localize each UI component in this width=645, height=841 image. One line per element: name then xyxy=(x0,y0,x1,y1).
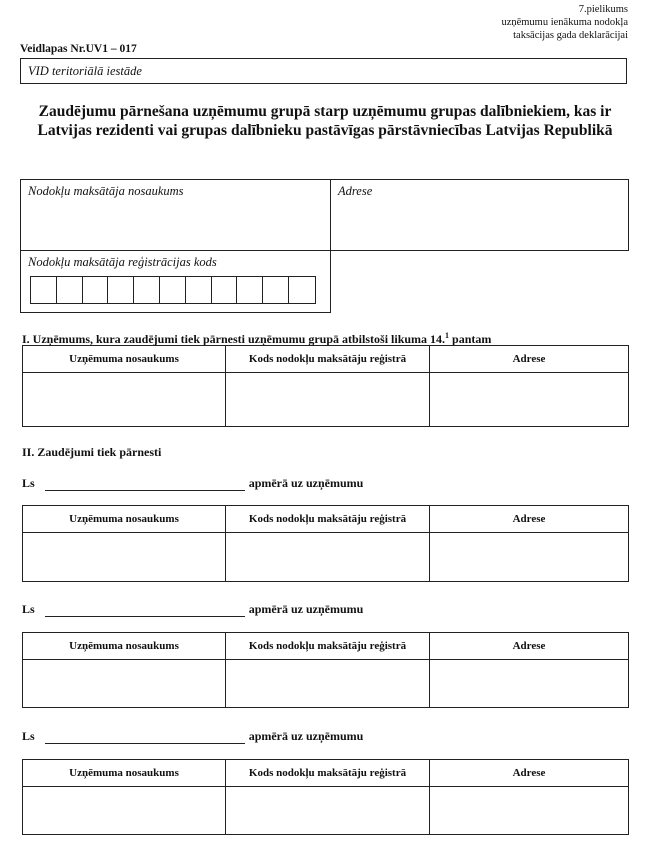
code-cell[interactable] xyxy=(263,277,289,303)
code-cell[interactable] xyxy=(134,277,160,303)
code-cell[interactable] xyxy=(186,277,212,303)
cell-company-name[interactable] xyxy=(23,373,226,427)
company-table-3 xyxy=(22,632,629,708)
cell-company-name[interactable] xyxy=(23,787,226,835)
company-table-2 xyxy=(22,505,629,582)
code-cell[interactable] xyxy=(108,277,134,303)
section-2-heading: II. Zaudējumi tiek pārnesti xyxy=(22,445,162,459)
cell-address[interactable] xyxy=(430,787,629,835)
appendix-line-1: 7.pielikums xyxy=(578,4,628,15)
ls-amount-field[interactable] xyxy=(45,731,245,744)
code-cell[interactable] xyxy=(31,277,57,303)
ls-suffix: apmērā uz uzņēmumu xyxy=(248,602,364,616)
taxpayer-block xyxy=(20,179,629,313)
taxpayer-address-field[interactable] xyxy=(330,179,629,251)
taxpayer-name-label: Nodokļu maksātāja nosaukums xyxy=(28,184,184,198)
ls-amount-field[interactable] xyxy=(45,604,245,617)
col-company-name: Uzņēmuma nosaukums xyxy=(23,760,226,787)
cell-address[interactable] xyxy=(430,533,629,582)
section-1-tail: pantam xyxy=(449,332,492,346)
ls-prefix: Ls xyxy=(22,729,35,743)
ls-suffix: apmērā uz uzņēmumu xyxy=(248,729,364,743)
col-register-code: Kods nodokļu maksātāju reģistrā xyxy=(226,760,430,787)
cell-register-code[interactable] xyxy=(226,373,430,427)
section-1-sup: 1 xyxy=(445,331,450,340)
code-cell[interactable] xyxy=(160,277,186,303)
ls-amount-line xyxy=(22,729,363,744)
vid-office-label: VID teritoriālā iestāde xyxy=(28,64,142,78)
col-address: Adrese xyxy=(430,346,629,373)
code-cell[interactable] xyxy=(212,277,238,303)
cell-company-name[interactable] xyxy=(23,660,226,708)
col-register-code: Kods nodokļu maksātāju reģistrā xyxy=(226,346,430,373)
ls-amount-line xyxy=(22,602,363,617)
appendix-line-2: uzņēmumu ienākuma nodokļa xyxy=(501,17,628,28)
col-register-code: Kods nodokļu maksātāju reģistrā xyxy=(226,633,430,660)
code-cell[interactable] xyxy=(289,277,315,303)
col-company-name: Uzņēmuma nosaukums xyxy=(23,506,226,533)
cell-address[interactable] xyxy=(430,660,629,708)
col-address: Adrese xyxy=(430,506,629,533)
appendix-note xyxy=(501,3,628,42)
col-company-name: Uzņēmuma nosaukums xyxy=(23,346,226,373)
cell-register-code[interactable] xyxy=(226,533,430,582)
ls-amount-line xyxy=(22,476,363,491)
company-table-1 xyxy=(22,345,629,427)
col-address: Adrese xyxy=(430,633,629,660)
registration-code-cells[interactable] xyxy=(30,276,316,304)
code-cell[interactable] xyxy=(83,277,109,303)
form-number: Veidlapas Nr.UV1 – 017 xyxy=(20,43,137,55)
code-cell[interactable] xyxy=(237,277,263,303)
taxpayer-code-label: Nodokļu maksātāja reģistrācijas kods xyxy=(28,255,217,269)
cell-register-code[interactable] xyxy=(226,660,430,708)
ls-amount-field[interactable] xyxy=(45,478,245,491)
ls-prefix: Ls xyxy=(22,602,35,616)
vid-office-field[interactable] xyxy=(20,58,627,84)
col-register-code: Kods nodokļu maksātāju reģistrā xyxy=(226,506,430,533)
taxpayer-name-field[interactable] xyxy=(20,179,331,251)
cell-address[interactable] xyxy=(430,373,629,427)
cell-company-name[interactable] xyxy=(23,533,226,582)
col-address: Adrese xyxy=(430,760,629,787)
section-1-text: I. Uzņēmums, kura zaudējumi tiek pārnesti uzņēmumu grupā atbilstoši likuma 14. xyxy=(22,332,446,346)
form-title: Zaudējumu pārnešana uzņēmumu grupā starp uzņēmumu grupas dalībniekiem, kas ir Latvijas rezidenti vai grupas dalībnieku pastāvīgas pārstāvniecības Latvijas Republikā xyxy=(37,103,613,139)
col-company-name: Uzņēmuma nosaukums xyxy=(23,633,226,660)
code-cell[interactable] xyxy=(57,277,83,303)
ls-prefix: Ls xyxy=(22,476,35,490)
appendix-line-3: taksācijas gada deklarācijai xyxy=(513,30,628,41)
company-table-4 xyxy=(22,759,629,835)
taxpayer-address-label: Adrese xyxy=(338,184,373,198)
ls-suffix: apmērā uz uzņēmumu xyxy=(248,476,364,490)
cell-register-code[interactable] xyxy=(226,787,430,835)
